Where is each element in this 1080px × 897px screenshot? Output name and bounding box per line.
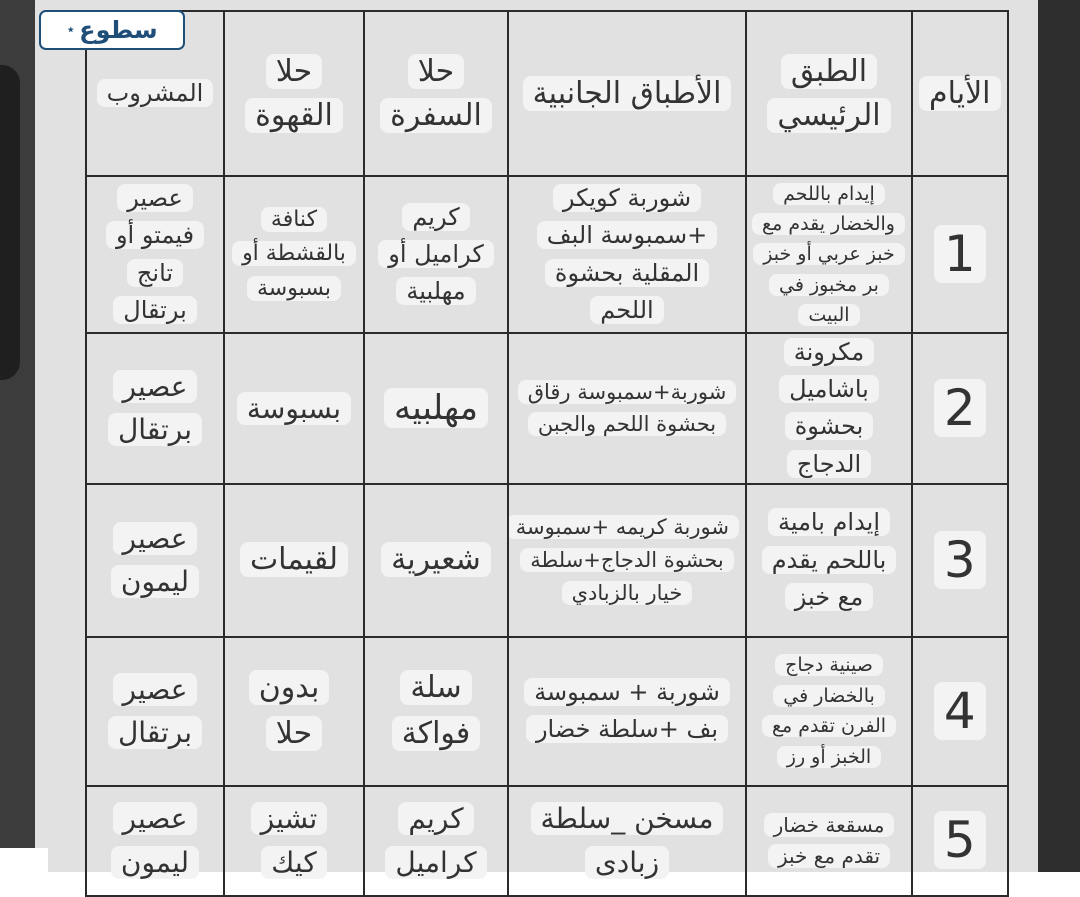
coffee-dessert-cell: بسبوسة [224, 333, 364, 484]
coffee-dessert-cell: بدون حلا [224, 637, 364, 786]
side-dish-cell: شوربة كريمه +سمبوسة بحشوة الدجاج+سلطة خيار بالزبادي [508, 484, 746, 637]
table-row [86, 637, 1008, 786]
main-dish-cell: إيدام باللحم والخضار يقدم مع خبز عربي أو خبز بر مخبوز في البيت [746, 176, 912, 333]
table-row [86, 176, 1008, 333]
side-dish-cell: شوربة+سمبوسة رقاق بحشوة اللحم والجبن [508, 333, 746, 484]
site-logo [39, 10, 185, 50]
main-dish-cell: إيدام بامية باللحم يقدم مع خبز [746, 484, 912, 637]
drink-cell: عصير برتقال [86, 637, 224, 786]
frame-bottom-strip [0, 848, 48, 872]
frame-right [1038, 0, 1080, 872]
drink-cell: عصير فيمتو أو تانج برتقال [86, 176, 224, 333]
day-number: 2 [912, 333, 1008, 484]
sun-rays-icon: ⋆ [66, 22, 76, 38]
header-coffee-dessert: حلا القهوة [224, 11, 364, 176]
table-dessert-cell: مهلبيه [364, 333, 508, 484]
day-number: 4 [912, 637, 1008, 786]
day-number: 1 [912, 176, 1008, 333]
day-number: 5 [912, 786, 1008, 896]
coffee-dessert-cell: تشيز كيك [224, 786, 364, 896]
logo-text: سطوع [79, 16, 158, 44]
header-drink: المشروب [86, 11, 224, 176]
main-dish-cell: صينية دجاج بالخضار في الفرن تقدم مع الخبز أو رز [746, 637, 912, 786]
table-dessert-cell: كريم كراميل [364, 786, 508, 896]
menu-page [35, 0, 1038, 879]
coffee-dessert-cell: كنافة بالقشطة أو بسبوسة [224, 176, 364, 333]
table-row [86, 484, 1008, 637]
main-dish-cell: مكرونة باشاميل بحشوة الدجاج [746, 333, 912, 484]
side-dish-cell: شوربة + سمبوسة بف +سلطة خضار [508, 637, 746, 786]
header-row [86, 11, 1008, 176]
table-row [86, 333, 1008, 484]
drink-cell: عصير ليمون [86, 484, 224, 637]
table-row [86, 786, 1008, 896]
drink-cell: عصير ليمون [86, 786, 224, 896]
header-side-dishes: الأطباق الجانبية [508, 11, 746, 176]
table-dessert-cell: سلة فواكة [364, 637, 508, 786]
main-dish-cell: مسقعة خضار تقدم مع خبز [746, 786, 912, 896]
frame-knob [0, 65, 20, 380]
coffee-dessert-cell: لقيمات [224, 484, 364, 637]
drink-cell: عصير برتقال [86, 333, 224, 484]
day-number: 3 [912, 484, 1008, 637]
weekly-menu-table [85, 10, 1009, 897]
header-days: الأيام [912, 11, 1008, 176]
table-dessert-cell: شعيرية [364, 484, 508, 637]
side-dish-cell: شوربة كويكر +سمبوسة البف المقلية بحشوة اللحم [508, 176, 746, 333]
side-dish-cell: مسخن _سلطة زبادى [508, 786, 746, 896]
header-main-dish: الطبق الرئيسي [746, 11, 912, 176]
header-table-dessert: حلا السفرة [364, 11, 508, 176]
table-dessert-cell: كريم كراميل أو مهلبية [364, 176, 508, 333]
